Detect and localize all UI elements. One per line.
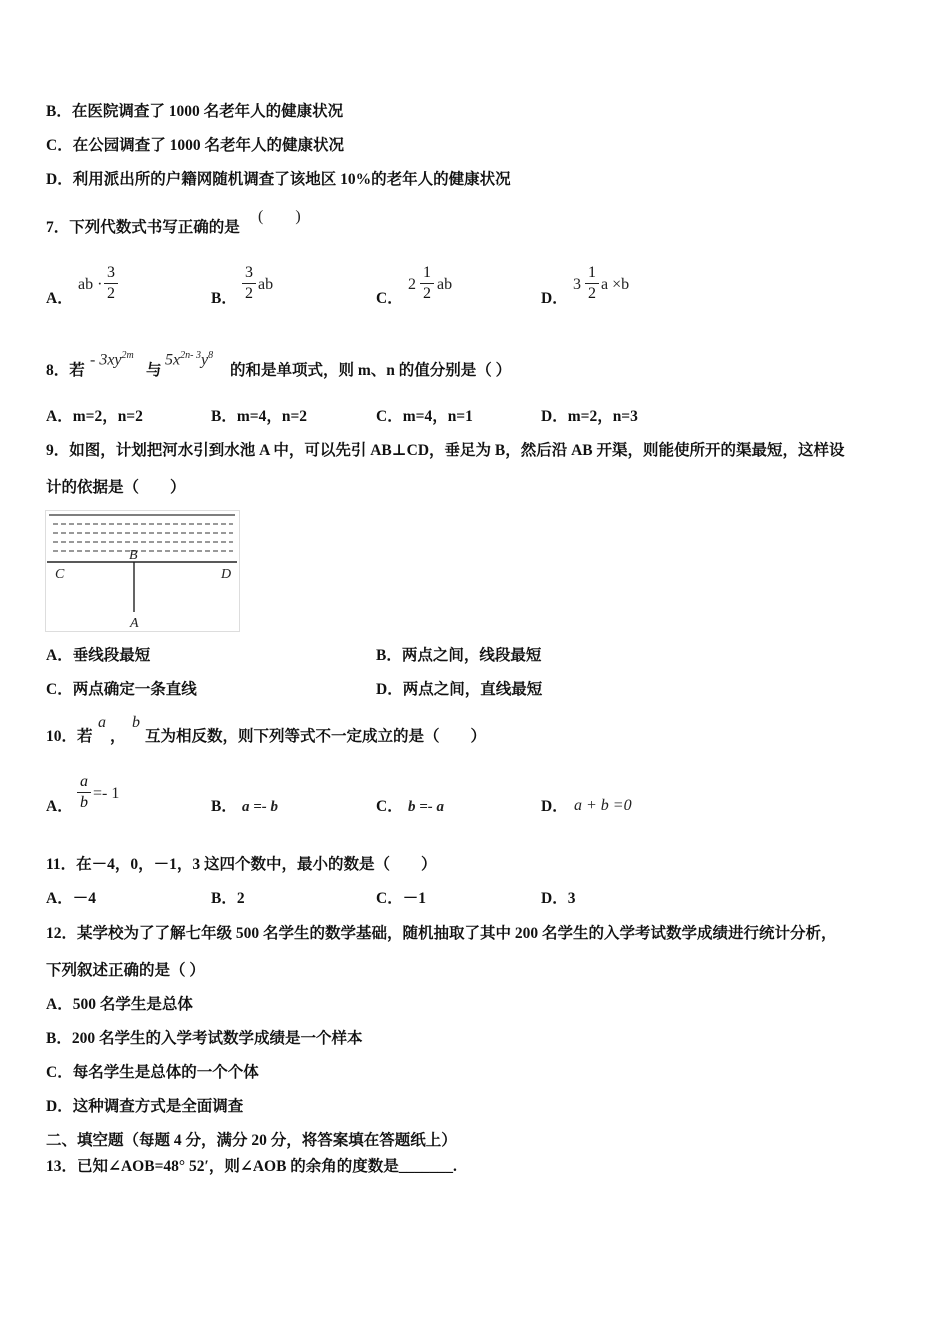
q8-option-c: C．m=4，n=1 — [376, 408, 473, 425]
q11-option-c: C．－1 — [376, 890, 426, 907]
q7-b-post: ab — [258, 276, 274, 293]
q7-d-whole: 3 — [573, 276, 581, 293]
q7-a-den: 2 — [107, 285, 115, 302]
q8-stem-post: 的和是单项式，则 m、n 的值分别是（ ） — [230, 362, 512, 379]
q8-term2-y: y — [200, 351, 209, 369]
q13-stem: 13．已知∠AOB=48° 52′，则∠AOB 的余角的度数是_______. — [46, 1158, 457, 1175]
q9-option-d: D．两点之间，直线最短 — [376, 681, 543, 698]
section-2-heading: 二、填空题（每题 4 分，满分 20 分，将答案填在答题纸上） — [46, 1132, 457, 1149]
label-b: B — [129, 548, 138, 563]
q6-option-d: D．利用派出所的户籍网随机调查了该地区 10%的老年人的健康状况 — [46, 171, 511, 188]
q10-label-d: D． — [541, 798, 568, 815]
q10-b-eq: a =- b — [242, 799, 279, 815]
q11-option-b: B．2 — [211, 890, 245, 907]
q8-option-d: D．m=2，n=3 — [541, 408, 638, 425]
q10-a-den: b — [80, 794, 88, 811]
q7-c-den: 2 — [423, 285, 431, 302]
q7-b-num: 3 — [245, 264, 253, 281]
q8-term1-base: - 3xy — [90, 351, 122, 369]
q9-line2: 计的依据是（ ） — [46, 479, 186, 496]
q10-label-a: A． — [46, 798, 73, 815]
q7-d-num: 1 — [588, 264, 596, 281]
q7-b-den: 2 — [245, 285, 253, 302]
q10-comma: ， — [110, 728, 126, 745]
q7-c-num: 1 — [423, 264, 431, 281]
q7-label-b: B． — [211, 290, 237, 307]
q11-option-a: A．－4 — [46, 890, 96, 907]
q12-option-d: D．这种调查方式是全面调查 — [46, 1098, 244, 1115]
q10-a-post: =- 1 — [93, 785, 120, 802]
q8-term2 — [165, 350, 213, 369]
q10-a-num: a — [80, 773, 88, 790]
q7-label-d: D． — [541, 290, 568, 307]
q11-option-d: D．3 — [541, 890, 576, 907]
q12-option-c: C．每名学生是总体的一个个体 — [46, 1064, 259, 1081]
q7-a-fraction — [104, 264, 118, 303]
q12-option-a: A．500 名学生是总体 — [46, 996, 193, 1013]
q9-line1: 9．如图，计划把河水引到水池 A 中，可以先引 AB⊥CD，垂足为 B，然后沿 AB 开渠，则能使所开的渠最短，这样设 — [46, 442, 845, 459]
q7-paren: ( ) — [258, 208, 301, 225]
q9-figure — [45, 510, 240, 632]
label-d: D — [221, 567, 232, 582]
q10-var-a: a — [98, 714, 106, 731]
label-a: A — [130, 616, 139, 631]
q7-d-den: 2 — [588, 285, 596, 302]
q10-stem-post: 互为相反数，则下列等式不一定成立的是（ ） — [145, 728, 487, 745]
q8-option-b: B．m=4，n=2 — [211, 408, 308, 425]
q7-b-fraction — [242, 264, 256, 303]
q9-option-c: C．两点确定一条直线 — [46, 681, 197, 698]
q6-option-c: C．在公园调查了 1000 名老年人的健康状况 — [46, 137, 344, 154]
q8-term2-base: 5x — [165, 351, 181, 369]
q12-option-b: B．200 名学生的入学考试数学成绩是一个样本 — [46, 1030, 363, 1047]
q10-a-fraction — [77, 773, 91, 812]
label-c: C — [55, 567, 65, 582]
q7-c-fraction — [420, 264, 434, 303]
q6-option-b: B．在医院调查了 1000 名老年人的健康状况 — [46, 103, 344, 120]
q9-option-a: A．垂线段最短 — [46, 647, 151, 664]
q8-option-a: A．m=2，n=2 — [46, 408, 143, 425]
q7-d-fraction — [585, 264, 599, 303]
q11-stem: 11．在－4，0，－1，3 这四个数中，最小的数是（ ） — [46, 856, 437, 873]
q10-label-c: C． — [376, 798, 403, 815]
q12-line1: 12．某学校为了了解七年级 500 名学生的数学基础，随机抽取了其中 200 名学生的入学考试数学成绩进行统计分析， — [46, 925, 837, 942]
q10-label-b: B． — [211, 798, 237, 815]
q8-term1-exp: 2m — [121, 350, 134, 361]
q8-term2-exp: 2n- 3 — [180, 350, 201, 361]
q7-stem: 7．下列代数式书写正确的是 — [46, 219, 240, 236]
q7-a-prefix: ab · — [78, 276, 103, 293]
q7-a-num: 3 — [107, 264, 115, 281]
q8-mid: 与 — [146, 362, 162, 379]
q7-d-post: a ×b — [601, 276, 630, 293]
q12-line2: 下列叙述正确的是（ ） — [46, 962, 205, 979]
figure-frame — [46, 511, 240, 632]
q7-label-c: C． — [376, 290, 403, 307]
q7-c-post: ab — [437, 276, 453, 293]
q8-stem-pre: 8．若 — [46, 362, 85, 379]
q10-stem-pre: 10．若 — [46, 728, 93, 745]
q8-term1 — [90, 350, 134, 369]
q10-c-eq: b =- a — [408, 799, 445, 815]
q10-var-b: b — [132, 714, 140, 731]
q7-c-whole: 2 — [408, 276, 416, 293]
q8-term2-y-exp: 8 — [208, 350, 214, 361]
q10-d-eq: a + b =0 — [574, 797, 632, 814]
q9-option-b: B．两点之间，线段最短 — [376, 647, 542, 664]
q7-label-a: A． — [46, 290, 73, 307]
